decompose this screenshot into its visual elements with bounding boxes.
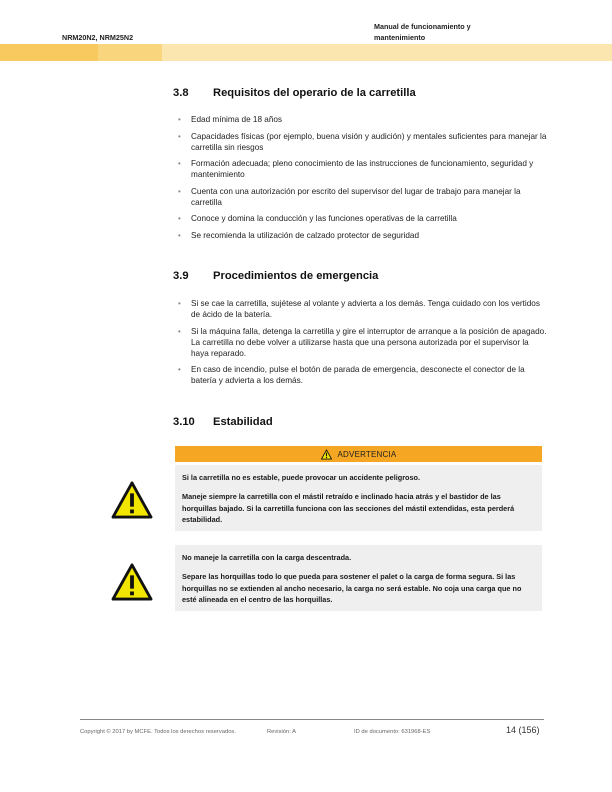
warning-statement: Si la carretilla no es estable, puede provocar un accidente peligroso. [182,473,421,482]
header-manual-line2: mantenimiento [374,32,426,42]
warning-triangle-icon [111,481,153,519]
page-number: 14 (156) [506,725,540,735]
footer-copyright: Copyright © 2017 by MCFE. Todos los derechos reservados. [80,729,236,735]
warning-box-load [175,545,542,611]
section-title-3-9 [173,270,378,282]
list-item: • Si la máquina falla, detenga la carretilla y gire el interruptor de arranque a la posición de apagado. La carretilla no debe volver a utilizarse hasta que una persona autorizada por el supervisor la haya reparado. [178,326,548,359]
warning-label: ADVERTENCIA [337,449,397,459]
warning-box-stability [175,465,542,531]
footer-document-id: ID de documento: 631968-ES [354,729,431,735]
warning-triangle-icon [111,563,153,601]
section-heading: Requisitos del operario de la carretilla [213,87,416,99]
section-heading: Estabilidad [213,416,273,428]
list-item: • Si se cae la carretilla, sujétese al volante y advierta a los demás. Tenga cuidado con los vertidos de ácido de la batería. [178,298,548,320]
emergency-procedures-list [178,298,548,392]
warning-triangle-icon [321,449,332,460]
section-number: 3.8 [173,87,189,99]
section-title-3-8 [173,87,416,99]
header-band-segment [162,44,612,61]
section-heading: Procedimientos de emergencia [213,270,379,282]
warning-instruction: Separe las horquillas todo lo que pueda para sostener el palet o la carga de forma segura. Si las horquillas no se extienden al ancho necesario, la carga no será estable. No coja una carga que no esté alineada en el centro de las horquillas. [182,572,522,604]
header-manual-title [374,22,534,43]
section-number: 3.9 [173,270,189,282]
list-item: • Capacidades físicas (por ejemplo, buena visión y audición) y mentales suficientes para manejar la carretilla sin riesgos [178,131,548,153]
warning-statement: No maneje la carretilla con la carga descentrada. [182,553,352,562]
list-item: • Cuenta con una autorización por escrito del supervisor del lugar de trabajo para manejar la carretilla [178,186,548,208]
header-band-segment [98,44,162,61]
list-item: • Formación adecuada; pleno conocimiento de las instrucciones de funcionamiento, seguridad y mantenimiento [178,158,548,180]
section-title-3-10 [173,416,273,428]
header-band [0,44,612,61]
list-item: • Se recomienda la utilización de calzado protector de seguridad [178,230,548,241]
list-item: • Conoce y domina la conducción y las funciones operativas de la carretilla [178,213,548,224]
operator-requirements-list [178,114,548,246]
list-item: • Edad mínima de 18 años [178,114,548,125]
footer-divider [80,719,544,720]
warning-header [175,446,542,462]
warning-instruction: Maneje siempre la carretilla con el mástil retraído e inclinado hacia atrás y el bastidor de las horquillas bajado. Si la carretilla funciona con las secciones del mástil extendidas, esta perderá estabilidad. [182,492,515,524]
list-item: • En caso de incendio, pulse el botón de parada de emergencia, desconecte el conector de la batería y advierta a los demás. [178,364,548,386]
header-manual-line1: Manual de funcionamiento y [374,22,471,31]
header-model: NRM20N2, NRM25N2 [62,33,134,42]
header-band-segment [0,44,98,61]
footer-revision: Revisión: A [267,729,296,735]
section-number: 3.10 [173,416,195,428]
